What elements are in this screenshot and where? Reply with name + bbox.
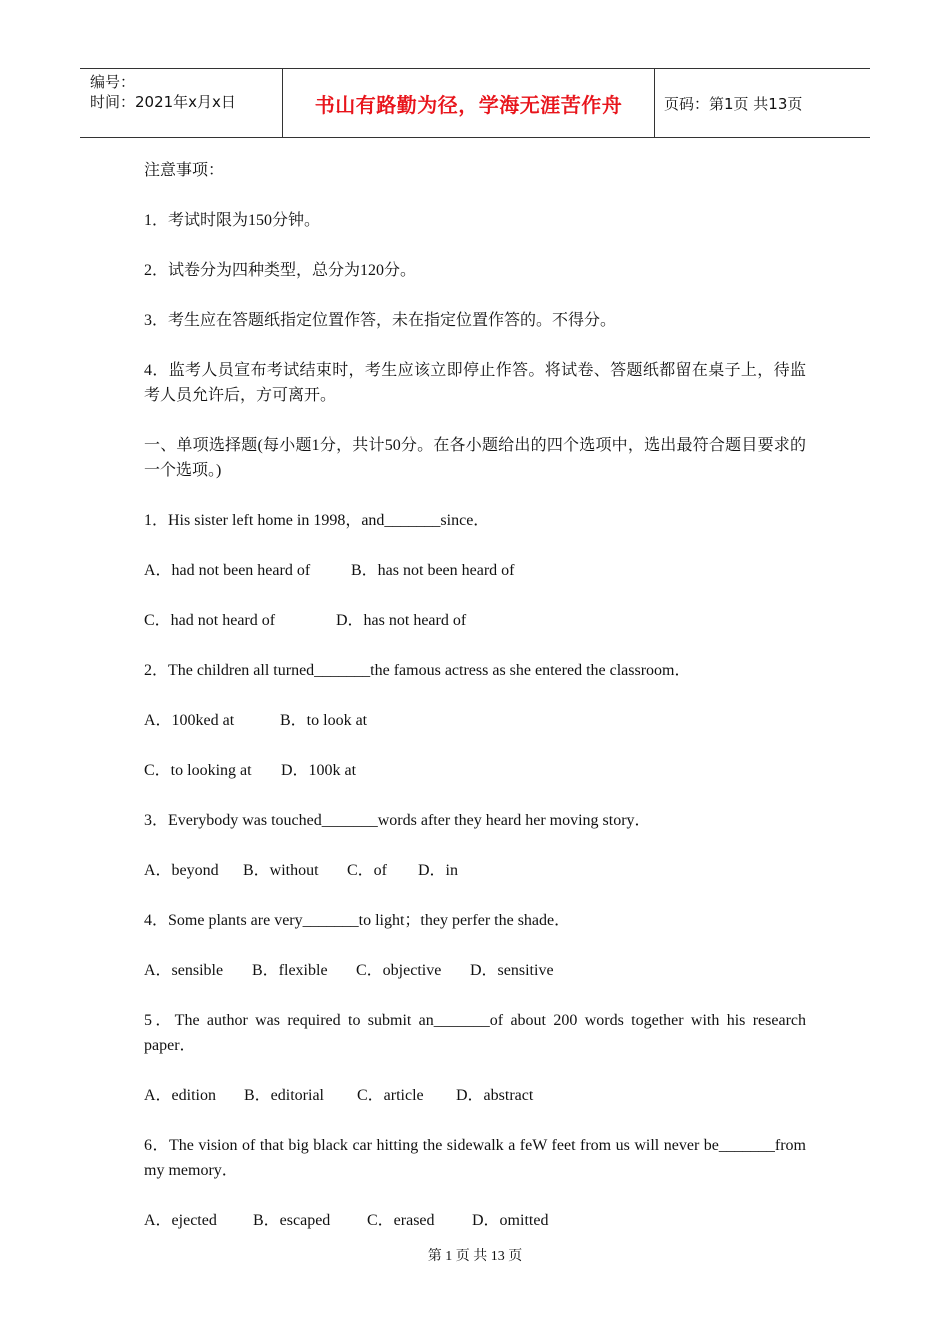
option-c: C．article [357,1087,424,1104]
options-row [144,1208,806,1233]
notice-item: 2．试卷分为四种类型，总分为120分。 [144,262,417,279]
option-a: A．beyond [144,862,219,879]
notice-title: 注意事项： [144,162,225,179]
option-b: B．editorial [244,1087,324,1104]
header-page-cell [655,69,870,137]
page-label: 页码：第1页 共13页 [664,94,803,113]
options-row [144,558,806,583]
question-stem: 1．His sister left home in 1998，and_______since． [144,512,490,529]
option-a: A．edition [144,1087,216,1104]
options-row [144,608,806,633]
option-d: D．has not heard of [336,612,467,629]
option-b: B．without [243,862,319,879]
option-d: D．sensitive [470,962,554,979]
notice-item: 1．考试时限为150分钟。 [144,212,321,229]
option-b: B．escaped [253,1212,331,1229]
motto: 书山有路勤为径，学海无涯苦作舟 [314,92,623,117]
option-d: D．abstract [456,1087,534,1104]
header-meta [80,69,282,137]
option-c: C．had not heard of [144,612,276,629]
notice-item: 3．考生应在答题纸指定位置作答，未在指定位置作答的。不得分。 [144,312,617,329]
question-stem: 2．The children all turned_______the famous actress as she entered the classroom． [144,662,691,679]
option-a: A．100ked at [144,712,235,729]
option-b: B．flexible [252,962,328,979]
option-a: A．ejected [144,1212,217,1229]
option-c: C．erased [367,1212,435,1229]
question-stem: 5．The author was required to submit an_______of about 200 words together with his research paper． [144,1012,806,1054]
options-row [144,858,806,883]
option-d: D．omitted [472,1212,549,1229]
option-c: C．of [347,862,388,879]
section-title: 一、单项选择题(每小题1分，共计50分。在各小题给出的四个选项中，选出最符合题目要求的一个选项。) [144,437,806,479]
header-motto-cell [282,69,655,137]
options-row [144,758,806,783]
option-d: D．100k at [281,762,357,779]
question-stem: 3．Everybody was touched_______words after they heard her moving story． [144,812,651,829]
options-row [144,1083,806,1108]
option-a: A．sensible [144,962,224,979]
option-c: C．objective [356,962,442,979]
time-label: 时间：2021年x月x日 [90,93,236,111]
notice-item: 4．监考人员宣布考试结束时，考生应该立即停止作答。将试卷、答题纸都留在桌子上，待监考人员允许后，方可离开。 [144,362,806,404]
question-stem: 6．The vision of that big black car hitting the sidewalk a feW feet from us will never be_______from my memory． [144,1137,806,1179]
option-b: B．has not been heard of [351,562,515,579]
options-row [144,958,806,983]
option-b: B．to look at [280,712,368,729]
option-c: C．to looking at [144,762,252,779]
number-label: 编号： [90,73,136,91]
page-footer: 第 1 页 共 13 页 [427,1249,523,1264]
page-header [80,68,870,138]
document-body [144,158,806,1258]
question-stem: 4．Some plants are very_______to light；they perfer the shade． [144,912,571,929]
options-row [144,708,806,733]
option-d: D．in [418,862,459,879]
option-a: A．had not been heard of [144,562,311,579]
